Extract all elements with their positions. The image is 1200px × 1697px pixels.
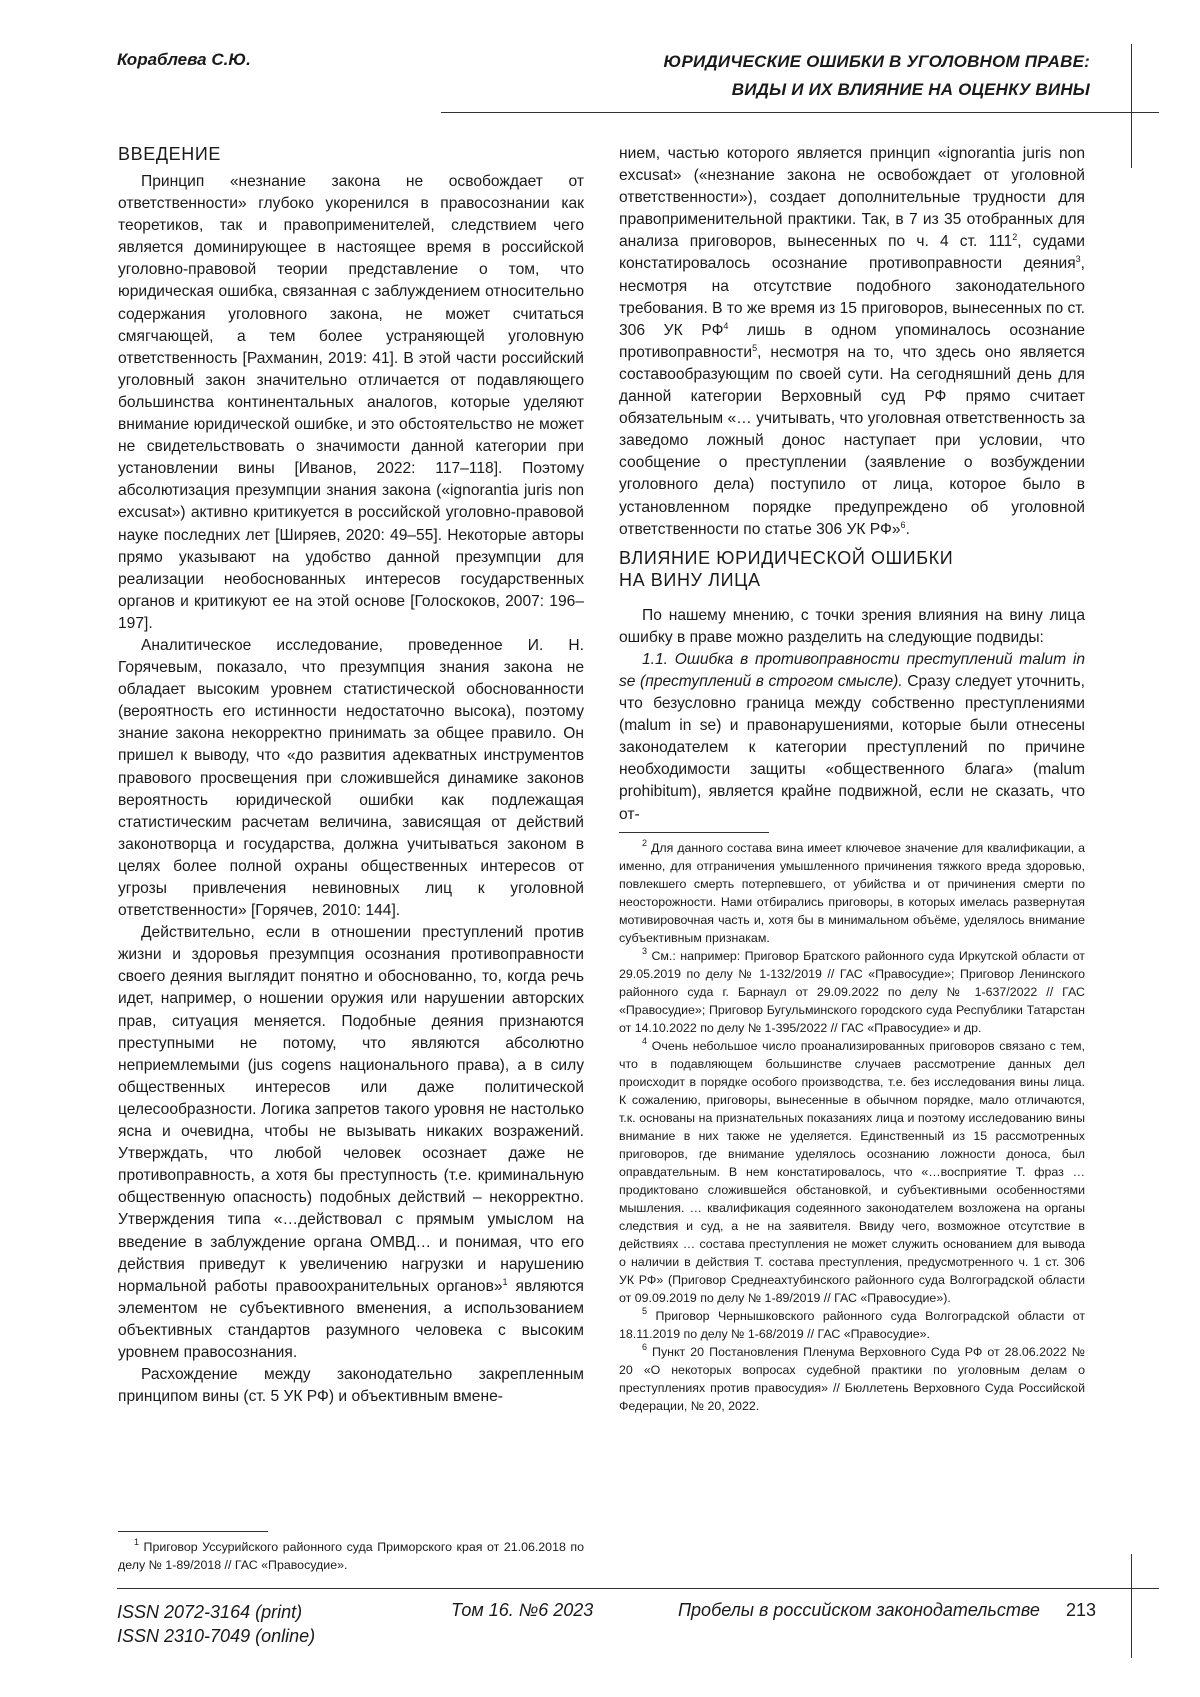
- paragraph: [619, 143, 1085, 541]
- footer-horizontal-rule: [117, 1588, 1159, 1589]
- paragraph: Аналитическое исследование, проведенное И. Н. Горячевым, показало, что презумпция знания закона не обладает высоким уровнем статистической обоснованности (вероятность его истинности недостаточно высока), поэтому знание закона некорректно принимать за общее правило. Он пришел к выводу, что «до развития адекватных инструментов правового просвещения при сложившейся динамике законов вероятность юридической ошибки как подлежащая статистическим расчетам величина, зависящая от действий законотворца и государства, должна учитываться законом в целях более полной охраны общественных интересов от угрозы привлечения невиновных лиц к уголовной ответственности» [Горячев, 2010: 144].: [118, 635, 584, 922]
- text-span: , судами констатировалось осознание противоправности деяния: [619, 233, 1085, 272]
- footnote-number: 1: [134, 1537, 139, 1547]
- issn-online: ISSN 2310-7049 (online): [117, 1624, 315, 1648]
- footnote-text: См.: например: Приговор Братского районного суда Иркутской области от 29.05.2019 по делу № 1-132/2019 // ГАС «Правосудие»; Приговор Ленинского районного суда г. Барнаул от 29.09.2022 по делу № 1-637/2022 // ГАС «Правосудие»; Приговор Бугульминского городского суда Республики Татарстан от 14.10.2022 по делу № 1-395/2022 // ГАС «Правосудие» и др.: [619, 949, 1085, 1035]
- paragraph: По нашему мнению, с точки зрения влияния на вину лица ошибку в праве можно разделить на следующие подвиды:: [619, 605, 1085, 649]
- footer-journal-title: Пробелы в российском законодательстве: [678, 1600, 1040, 1621]
- running-title-line-2: ВИДЫ И ИХ ВЛИЯНИЕ НА ОЦЕНКУ ВИНЫ: [664, 76, 1090, 104]
- text-span: являются элементом не субъективного вменения, а использованием объективных стандартов разумного человека с высоким уровнем правосознания.: [118, 1278, 584, 1361]
- text-span: Действительно, если в отношении преступлений против жизни и здоровья презумпция осознания противоправности своего деяния выглядит понятно и обоснованно, то, когда речь идет, например, о ношении оружия или нарушении авторских прав, ситуация меняется. Подобные деяния признаются преступными не потому, что являются абсолютно неприемлемыми (jus cogens национального права), а в силу общественных интересов или даже политической целесообразности. Логика запретов такого уровня не настолько ясна и очевидна, чтобы не вызывать никаких возражений. Утверждать, что любой человек осознает даже не противоправность, а хотя бы преступность (т.е. криминальную общественную опасность) подобных действий – некорректно. Утверждения типа «…действовал с прямым умыслом на введение в заблуждение органа ОМВД… и понимая, что его действия приведут к увеличению нагрузки и нарушению нормальной работы правоохранительных органов»: [118, 924, 584, 1295]
- footnote-number: 4: [642, 1036, 647, 1046]
- text-span: , несмотря на отсутствие подобного законодательного требования. В то же время из 15 приговоров, вынесенных по ст. 306 УК РФ: [619, 255, 1085, 338]
- section-heading-influence: [619, 547, 1085, 591]
- footnote-1: [118, 1538, 584, 1574]
- footnote-6: [619, 1343, 1085, 1415]
- paragraph: Принцип «незнание закона не освобождает от ответственности» глубоко укоренился в правосознании как теоретиков, так и правоприменителей, следствием чего является доминирующее в настоящее время в российской уголовно-правовой теории представление о том, что юридическая ошибка, связанная с заблуждением относительно содержания уголовного закона, не может считаться смягчающей, а тем более устраняющей уголовную ответственность [Рахманин, 2019: 41]. В этой части российский уголовный закон значительно отличается от подавляющего большинства континентальных аналогов, которые уделяют внимание юридической ошибке, и это обстоятельство не может не свидетельствовать о значимости данной категории при установлении вины [Иванов, 2022: 117–118]. Поэтому абсолютизация презумпции знания закона («ignorantia juris non excusat») активно критикуется в российской уголовно-правовой науке последних лет [Ширяев, 2020: 49–55]. Некоторые авторы прямо указывают на удобство данной презумпции для реализации необоснованных интересов государственных органов и критикуют ее на этой основе [Голоскоков, 2007: 196–197].: [118, 171, 584, 635]
- page-number: 213: [1066, 1600, 1096, 1621]
- italic-subheading: 1.1. Ошибка в противоправности преступлений malum in se (преступлений в строгом смысле).: [619, 651, 1085, 690]
- paragraph: Расхождение между законодательно закрепленным принципом вины (ст. 5 УК РФ) и объективным вмене-: [118, 1364, 584, 1408]
- footnote-text: Приговор Уссурийского районного суда Приморского края от 21.06.2018 по делу № 1-89/2018 // ГАС «Правосудие».: [118, 1540, 584, 1572]
- footnote-5: [619, 1307, 1085, 1343]
- text-span: .: [906, 521, 910, 538]
- heading-line-2: НА ВИНУ ЛИЦА: [619, 570, 761, 590]
- heading-line-1: ВЛИЯНИЕ ЮРИДИЧЕСКОЙ ОШИБКИ: [619, 548, 953, 568]
- text-span: нием, частью которого является принцип «ignorantia juris non excusat» («незнание закона не освобождает от уголовной ответственности»), создает дополнительные трудности для правоприменительной практики. Так, в 7 из 35 отобранных для анализа приговоров, вынесенных по ч. 4 ст. 111: [619, 145, 1085, 250]
- text-span: лишь в одном упоминалось осознание противоправности: [619, 322, 1085, 361]
- footnote-ref[interactable]: 3: [1076, 254, 1081, 264]
- footnote-ref[interactable]: 4: [723, 321, 728, 331]
- left-footnotes: [118, 1527, 584, 1574]
- issn-print: ISSN 2072-3164 (print): [117, 1600, 315, 1624]
- footnote-2: [619, 839, 1085, 947]
- section-heading-introduction: ВВЕДЕНИЕ: [118, 143, 584, 165]
- footnote-number: 5: [642, 1306, 647, 1316]
- text-span: , несмотря на то, что здесь оно является составообразующим по своей сути. На сегодняшний день для данной категории Верховный суд РФ прямо считает обязательным «… учитывать, что уголовная ответственность за заведомо ложный донос наступает при условии, что сообщение о преступлении (заявление о возбуждении уголовного дела) поступило от лица, которое было в установленном порядке предупреждено об уголовной ответственности по статье 306 УК РФ»: [619, 344, 1085, 538]
- right-column: [619, 143, 1085, 1415]
- left-column: [118, 143, 584, 1408]
- footnote-text: Для данного состава вина имеет ключевое значение для квалификации, а именно, для отграничения умышленного причинения тяжкого вреда здоровью, повлекшего смерть потерпевшего, от убийства и от причинения смерти по неосторожности. Нами отбирались приговоры, в которых имелась развернутая мотивировочная часть и, хотя бы в минимальном объёме, уделялось внимание субъективным признакам.: [619, 841, 1085, 945]
- footnote-ref[interactable]: 2: [1012, 232, 1017, 242]
- running-author: Кораблева С.Ю.: [117, 50, 251, 70]
- footnote-4: [619, 1037, 1085, 1307]
- paragraph: [619, 649, 1085, 826]
- paragraph: [118, 922, 584, 1364]
- header-vertical-rule: [1131, 44, 1132, 168]
- footnote-separator: [619, 832, 769, 833]
- footer-volume: Том 16. №6 2023: [451, 1600, 593, 1621]
- footnote-ref[interactable]: 1: [503, 1277, 508, 1287]
- footnote-text: Очень небольшое число проанализированных приговоров связано с тем, что в подавляющем большинстве случаев рассмотрение данных дел происходит в порядке особого производства, т.е. без исследования вины лица. К сожалению, приговоры, вынесенные в обычном порядке, мало отличаются, т.к. основаны на признательных показаниях лица и поэтому исследованию вины внимание в них также не уделяется. Единственный из 15 рассмотренных приговоров, где внимание уделялось осознанию ложности доноса, был оправдательным. В нем констатировалось, что «…восприятие Т. фраз … продиктовано сложившейся обстановкой, и субъективными особенностями мышления. … квалификация содеянного законодателем возложена на органы следствия и суд, а не на заявителя. Ввиду чего, возможное отсутствие в действиях … состава преступления не может служить основанием для вывода о наличии в действия Т. состава преступления, предусмотренного ч. 1 ст. 306 УК РФ» (Приговор Среднеахтубинского районного суда Волгоградской области от 09.09.2019 по делу № 1-89/2019 // ГАС «Правосудие»).: [619, 1039, 1085, 1305]
- footnote-separator: [118, 1531, 268, 1532]
- footer-issn: [117, 1600, 315, 1648]
- footnote-text: Приговор Чернышковского районного суда Волгоградской области от 18.11.2019 по делу № 1-68/2019 // ГАС «Правосудие».: [619, 1309, 1085, 1341]
- footnote-3: [619, 947, 1085, 1037]
- footnote-number: 2: [642, 838, 647, 848]
- footnote-number: 6: [642, 1342, 647, 1352]
- footer-vertical-rule: [1131, 1554, 1132, 1658]
- footnote-number: 3: [642, 946, 647, 956]
- footnote-text: Пункт 20 Постановления Пленума Верховного Суда РФ от 28.06.2022 № 20 «О некоторых вопросах судебной практики по уголовным делам о преступлениях против правосудия» // Бюллетень Верховного Суда Российской Федерации, № 20, 2022.: [619, 1345, 1085, 1413]
- footnote-ref[interactable]: 5: [752, 343, 757, 353]
- running-title-line-1: ЮРИДИЧЕСКИЕ ОШИБКИ В УГОЛОВНОМ ПРАВЕ:: [664, 48, 1090, 76]
- running-title: [664, 48, 1090, 104]
- header-horizontal-rule: [441, 112, 1159, 113]
- text-span: Сразу следует уточнить, что безусловно граница между собственно преступлениями (malum in se) и правонарушениями, которые были отнесены законодателем к категории преступлений по причине необходимости защиты «общественного блага» (malum prohibitum), является крайне подвижной, если не сказать, что от-: [619, 673, 1085, 823]
- footnote-ref[interactable]: 6: [901, 520, 906, 530]
